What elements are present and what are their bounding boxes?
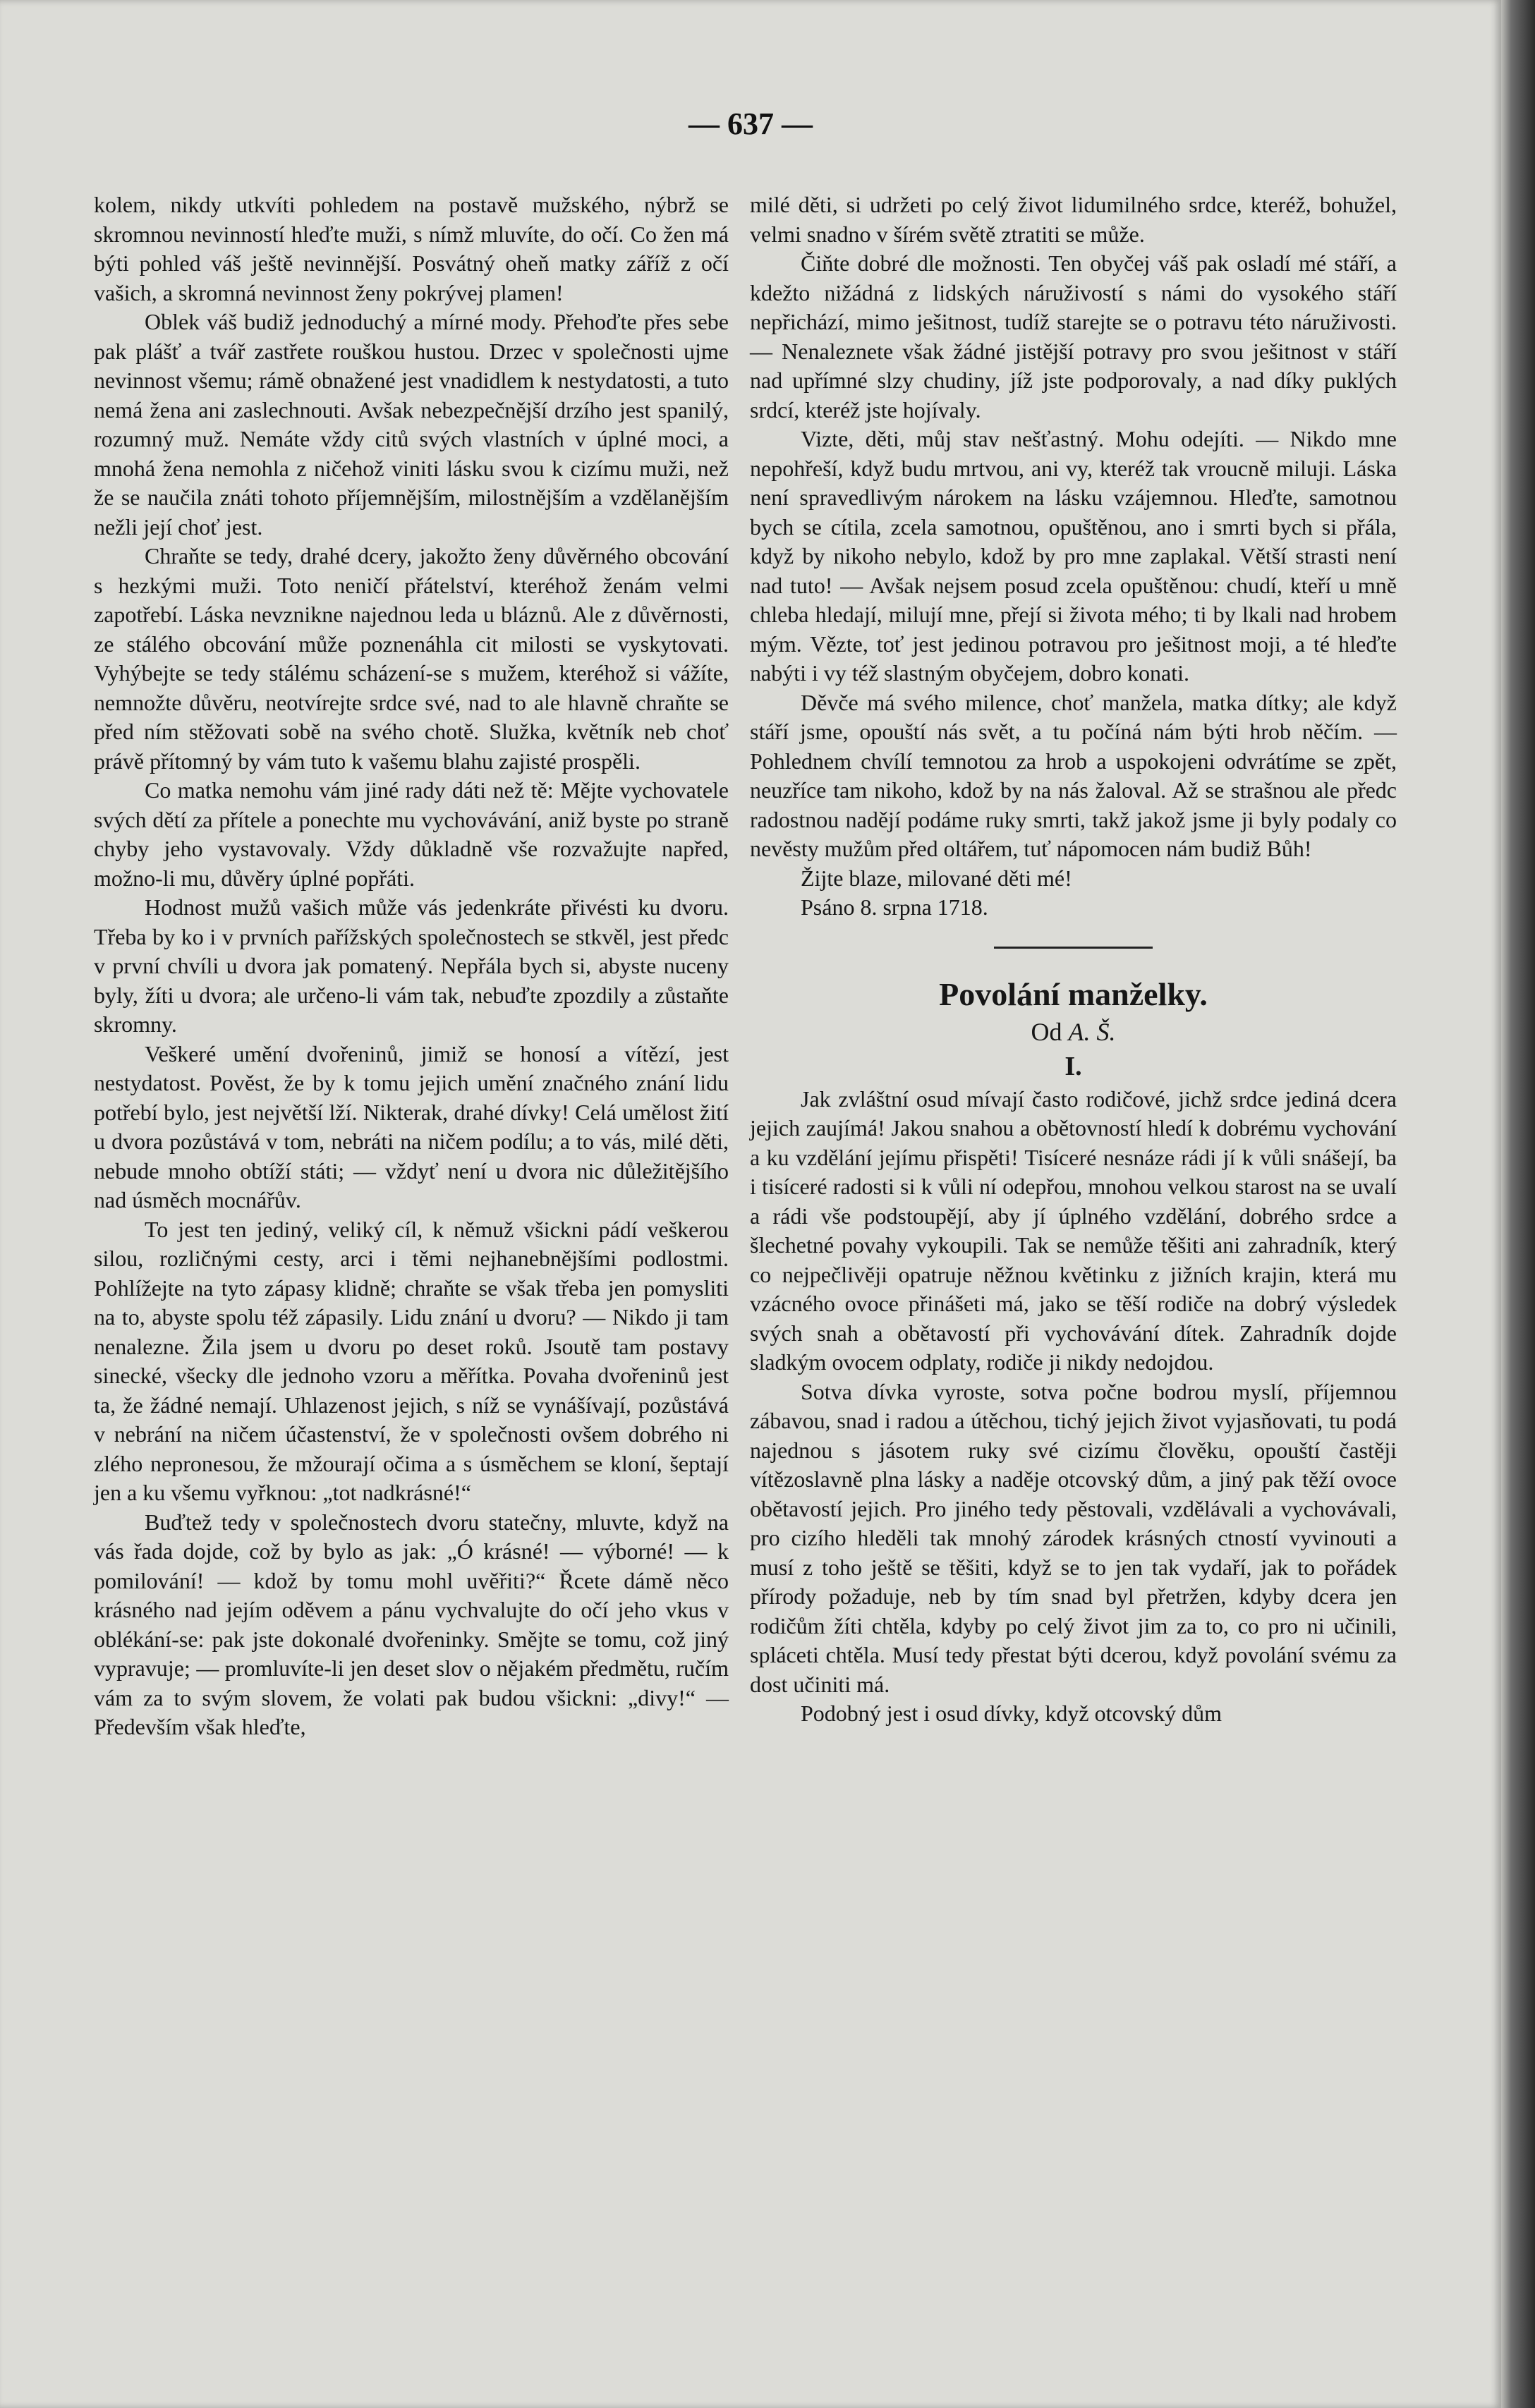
article-byline: [750, 1018, 1397, 1047]
paragraph: Děvče má svého milence, choť manžela, matka dítky; ale když stáří jsme, opouští nás svět, a tu počíná nám býti hrob něčím. — Pohlednem chvílí temnotou za hrob a uspokojeni odvrátíme se zpět, neuzříce tam nikoho, kdož by na nás žaloval. Až se strašnou ale předc radostnou nadějí podáme ruky smrti, takž jakož jsme ji byly podaly co nevěsty mužům před oltářem, tuť nápomocen nám budiž Bůh!: [750, 689, 1397, 861]
right-column: [750, 190, 1397, 1729]
paragraph: milé děti, si udržeti po celý život lidumilného srdce, kteréž, bohužel, velmi snadno v šírém světě ztratiti se může.: [750, 192, 1397, 247]
paragraph: Buďtež tedy v společnostech dvoru statečny, mluvte, když na vás řada dojde, což by bylo as jak: „Ó krásné! — výborné! — k pomilování! — kdož by tomu mohl uvěřiti?“ Řcete dámě něco krásného nad jejím oděvem a pánu vychvalujte do očí jeho vkus v oblékání-se: pak jste dokonalé dvořeninky. Smějte se tomu, což jiný vypravuje; — promluvíte-li jen deset slov o nějakém předmětu, ručím vám za to svým slovem, že volati pak budou všickni: „divy!“ — Především však hleďte,: [94, 1509, 729, 1739]
article-title: Povolání manželky.: [939, 975, 1208, 1012]
paragraph: Čiňte dobré dle možnosti. Ten obyčej váš pak osladí mé stáří, a kdežto nižádná z lidských náruživostí s námi do vysokého stáří nepřichází, mimo ješitnost, tudíž starejte se o potravu této náruživosti. — Nenaleznete však žádné jistější potravy pro svou ješitnost v stáří nad upřímné slzy chudiny, jíž jste podporovaly, a nad díky puklých srdcí, kteréž jste hojívaly.: [750, 250, 1397, 422]
paragraph: Vizte, děti, můj stav nešťastný. Mohu odejíti. — Nikdo mne nepohřeší, když budu mrtvou, ani vy, kteréž tak vroucně miluji. Láska není spravedlivým nárokem na lásku vzájemnou. Hleďte, samotnou bych se cítila, zcela samotnou, opuštěnou, ano i smrti bych si přála, když by nikoho nebylo, kdož by pro mne zaplakal. Větší strasti není nad tuto! — Avšak nejsem posud zcela opuštěnou: chudí, kteří u mně chleba hledají, milují mne, přejí si života mého; ti by lkali nad hrobem mým. Vězte, toť jest jedinou potravou pro ješitnost moji, a té hleďte nabýti i vy též slastným obyčejem, dobro konati.: [750, 426, 1397, 686]
paragraph: Co matka nemohu vám jiné rady dáti než tě: Mějte vychovatele svých dětí za přítele a ponechte mu vychovávání, aniž byste po straně chyby jeho vystavovaly. Vždy důkladně vše rozvažujte napřed, možno-li mu, důvěry úplné popřáti.: [94, 777, 729, 891]
page-number: — 637 —: [688, 107, 813, 141]
letter-date: Psáno 8. srpna 1718.: [801, 894, 988, 920]
byline-prefix: Od: [1031, 1017, 1069, 1046]
paragraph: Hodnost mužů vašich může vás jedenkráte přivésti ku dvoru. Třeba by ko i v prvních pařížských společnostech se stkvěl, jest předc v první chvíli u dvora jak pomatený. Nepřála bych si, abyste nuceny byly, žíti u dvora; ale určeno-li vám tak, nebuďte zpozdily a zůstaňte skromny.: [94, 894, 729, 1037]
chapter-number: I.: [1064, 1052, 1082, 1081]
page-edge-shadow: [1501, 0, 1535, 2408]
paragraph: Jak zvláštní osud mívají často rodičové, jichž srdce jediná dcera jejich zaujímá! Jakou snahou a obětovností hledí k dobrému vychování a ku vzdělání jejímu přispěti! Tisíceré nesnáze rádi jí k vůli snášejí, ba i tisíceré radosti si k vůli ní odepřou, mnohou velkou starost na se uvalí a rádi vše podstoupějí, aby jí úplného vzdělání, dobrého srdce a šlechetné povahy vykoupili. Tak se nemůže těšiti ani zahradník, který co nejpečlivěji opatruje něžnou květinku z jižních krajin, která mu vzácného ovoce přinášeti má, jako se těší rodiče na dobrý výsledek svých snah a obětavostí při vychovávání dítek. Zahradník dojde sladkým ovocem odplaty, rodiče ji nikdy nedojdou.: [750, 1086, 1397, 1375]
letter-closing: Žijte blaze, milované děti mé!: [801, 865, 1072, 891]
paragraph: Veškeré umění dvořeninů, jimiž se honosí a vítězí, jest nestydatost. Pověst, že by k tomu jejich umění značného znání lidu potřebí bylo, jest největší lží. Nikterak, drahé dívky! Celá umělost žití u dvora pozůstává v tom, nebráti na ničem podílu; a to vás, milé děti, nebude mnoho obtíží státi; — vždyť není u dvora nic důležitějšího nad úsměch mocnářův.: [94, 1040, 729, 1212]
left-column: [94, 190, 729, 1742]
paragraph: Chraňte se tedy, drahé dcery, jakožto ženy důvěrného obcování s hezkými muži. Toto neničí přátelství, kteréhož ženám velmi zapotřebí. Láska nevznikne najednou leda u bláznů. Ale z důvěrnosti, ze stálého obcování může poznenáhla cit milosti se vyskytovati. Vyhýbejte se tedy stálému scházení-se s mužem, kteréhož si vážíte, nemnožte důvěru, neotvírejte srdce své, nad to ale hlavně chraňte se před ním stěžovati sobě na svého chotě. Služka, květník neb choť právě přítomný by vám tuto k vašemu blahu zajisté prospěli.: [94, 543, 729, 774]
byline-author: A. Š.: [1068, 1017, 1116, 1046]
paragraph: Sotva dívka vyroste, sotva počne bodrou myslí, příjemnou zábavou, snad i radou a útěchou, tichý jejich život vyjasňovati, tu podá najednou s jásotem ruky své cizímu člověku, opouští častěji vítězoslavně plna lásky a naděje otcovský dům, a jiný pak těží ovoce obětavostí jejich. Pro jiného tedy pěstovali, vzdělávali a vychovávali, pro cizího hleděli tak mnohý zárodek krásných ctností vyvinouti a musí z toho ještě se těšiti, když se to jen tak vydaří, jak to pořádek přírody požaduje, neb by tím snad byl přetržen, kdyby dcera jen rodičům žíti chtěla, kdyby po celý život jim za to, co pro ni učinili, spláceti chtěla. Musí tedy přestat býti dcerou, když povolání svému za dost učiniti má.: [750, 1378, 1397, 1697]
paragraph: Podobný jest i osud dívky, když otcovský dům: [801, 1701, 1222, 1726]
paragraph: kolem, nikdy utkvíti pohledem na postavě mužského, nýbrž se skromnou nevinností hleďte muži, s nímž mluvíte, do očí. Co žen má býti pohled váš ještě nevinnější. Posvátný oheň matky záříž z očí vašich, a skromná nevinnost ženy pokrývej plamen!: [94, 192, 729, 305]
paragraph: Oblek váš budiž jednoduchý a mírné mody. Přehoďte přes sebe pak plášť a tvář zastřete rouškou hustou. Drzec v společnosti ujme nevinnost všemu; rámě obnažené jest vnadidlem k nestydatosti, a tuto nemá žena ani zaslechnouti. Avšak nebezpečnější drzího jest spanilý, rozumný muž. Nemáte vždy citů svých vlastních v úplné moci, a mnohá žena nemohla z ničehož viniti lásku svou k cizímu muži, než že se naučila znáti tohoto příjemnějším, milostnějším a vzdělanějším nežli její choť jest.: [94, 309, 729, 540]
section-divider: [994, 947, 1153, 949]
paragraph: To jest ten jediný, veliký cíl, k němuž všickni pádí veškerou silou, rozličnými cesty, arci i těmi nejhanebnějšími podlostmi. Pohlížejte na tyto zápasy klidně; chraňte se však třeba jen pomysliti na to, abyste spolu též zápasily. Lidu znání u dvoru? — Nikdo ji tam nenalezne. Žila jsem u dvoru po deset roků. Jsoutě tam postavy sinecké, všecky dle jednoho vzoru a měřítka. Povaha dvořeninů jest ta, že žádné nemají. Uhlazenost jejich, s níž se vynášívají, pozůstává v nebrání na ničem účastenství, že v společnosti ovšem dobrého ni zlého nepronesou, že mžourají očima a s úsměchem se kloní, šeptají jen a ku všemu vyřknou: „tot nadkrásné!“: [94, 1216, 729, 1505]
